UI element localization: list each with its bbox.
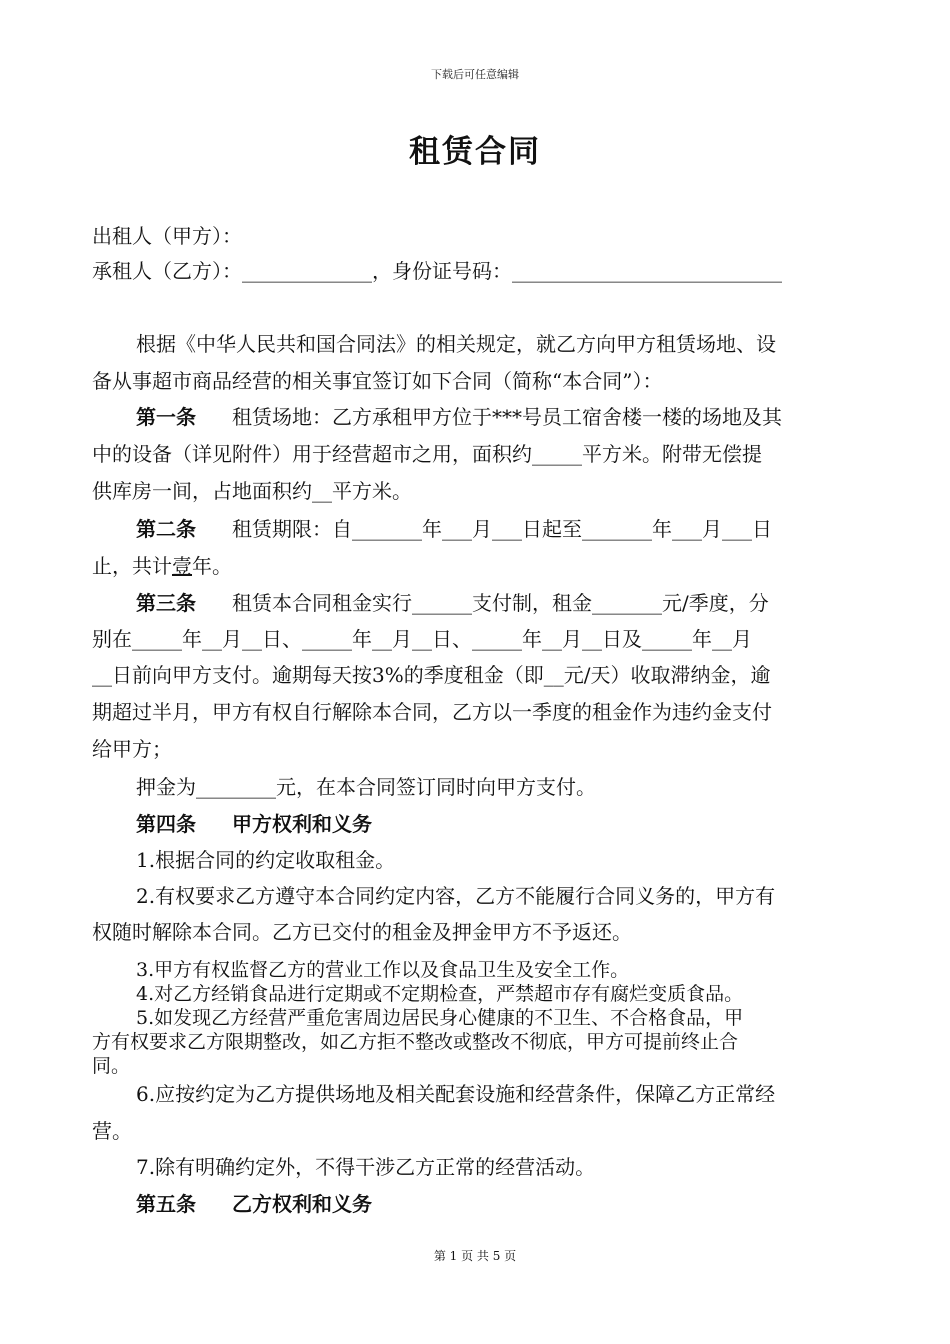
article-3-line-1 [136,589,769,617]
article-4-item-3: 3.甲方有权监督乙方的营业工作以及食品卫生及安全工作。 [136,959,630,981]
article-4-item-5: 5.如发现乙方经营严重危害周边居民身心健康的不卫生、不合格食品，甲 [136,1007,744,1029]
article-4-item-2-cont: 权随时解除本合同。乙方已交付的租金及押金甲方不予返还。 [92,920,632,944]
article-1-line-3: 供库房一间，占地面积约__平方米。 [92,479,412,503]
article-4-item-2: 2.有权要求乙方遵守本合同约定内容，乙方不能履行合同义务的，甲方有 [136,884,776,908]
article-1-line-1 [136,403,782,431]
lessor-line: 出租人（甲方）： [92,224,242,248]
article-2-line-2 [92,552,232,580]
article-4-item-6-cont: 营。 [92,1119,132,1143]
intro-line-2: 备从事超市商品经营的相关事宜签订如下合同（简称“本合同”）： [92,369,663,393]
article-1-line-2: 中的设备（详见附件）用于经营超市之用，面积约_____平方米。附带无偿提 [92,442,762,466]
article-4-title: 甲方权利和义务 [232,812,372,836]
article-2-text-1: 租赁期限：自_______年___月___日起至_______年___月___日 [232,517,772,541]
document-title: 租赁合同 [409,134,541,170]
article-2-text-2a: 止，共计 [92,554,172,578]
article-2-text-2c: 年。 [192,554,232,578]
deposit-line: 押金为________元，在本合同签订同时向甲方支付。 [136,775,596,799]
article-4-heading-line [136,810,372,838]
lessee-line: 承租人（乙方）：_____________，身份证号码：___________________________ [92,259,782,283]
article-4-item-5-cont: 方有权要求乙方限期整改，如乙方拒不整改或整改不彻底，甲方可提前终止合 [92,1031,739,1053]
article-3-line-5: 给甲方； [92,737,172,761]
article-4-heading: 第四条 [136,812,196,836]
page-number: 第 1 页 共 5 页 [433,1249,517,1263]
article-4-item-1: 1.根据合同的约定收取租金。 [136,848,396,872]
article-5-heading-line [136,1190,372,1218]
article-3-line-4: 期超过半月，甲方有权自行解除本合同，乙方以一季度的租金作为违约金支付 [92,700,772,724]
article-3-line-2: 别在_____年__月__日、_____年__月__日、_____年__月__日及_____年__月 [92,627,752,651]
article-4-item-7: 7.除有明确约定外，不得干涉乙方正常的经营活动。 [136,1155,596,1179]
article-1-text-1: 租赁场地：乙方承租甲方位于***号员工宿舍楼一楼的场地及其 [232,405,782,429]
article-1-heading: 第一条 [136,405,196,429]
article-5-title: 乙方权利和义务 [232,1192,372,1216]
header-note: 下载后可任意编辑 [431,68,519,81]
article-2-heading: 第二条 [136,517,196,541]
intro-line-1: 根据《中华人民共和国合同法》的相关规定，就乙方向甲方租赁场地、设 [136,332,776,356]
article-4-item-6: 6.应按约定为乙方提供场地及相关配套设施和经营条件，保障乙方正常经 [136,1082,776,1106]
article-4-item-5-end: 同。 [92,1055,131,1077]
article-3-line-3: __日前向甲方支付。逾期每天按3%的季度租金（即__元/天）收取滞纳金，逾 [92,663,771,687]
article-2-line-1 [136,515,772,543]
article-3-text-1: 租赁本合同租金实行______支付制，租金_______元/季度，分 [232,591,769,615]
article-4-item-4: 4.对乙方经销食品进行定期或不定期检查，严禁超市存有腐烂变质食品。 [136,983,744,1005]
article-5-heading: 第五条 [136,1192,196,1216]
article-2-term: 壹 [172,554,192,578]
article-3-heading: 第三条 [136,591,196,615]
